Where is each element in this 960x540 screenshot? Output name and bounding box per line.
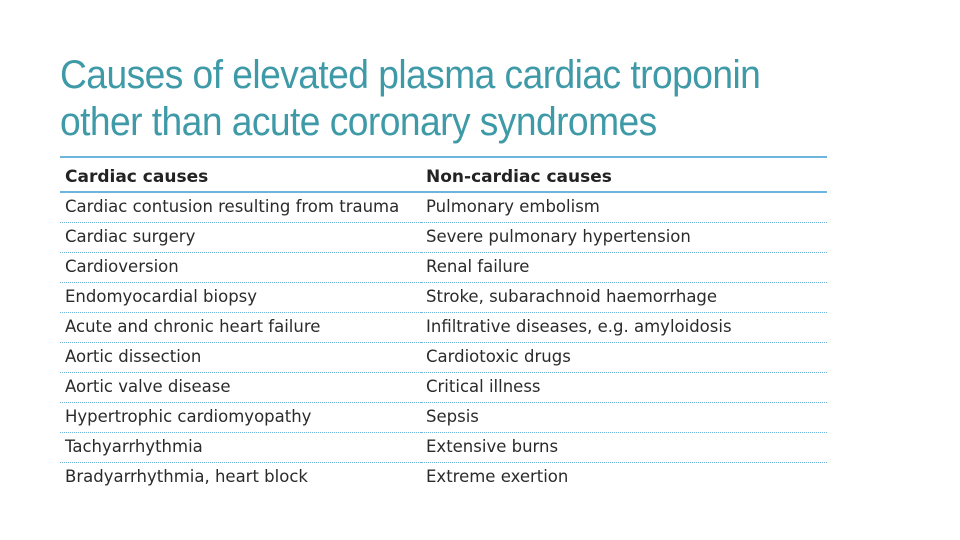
- cardiac-cause-cell: Acute and chronic heart failure: [60, 313, 421, 343]
- non-cardiac-cause-cell: Renal failure: [421, 253, 827, 283]
- table-row: [60, 283, 827, 313]
- cardiac-cause-cell: Tachyarrhythmia: [60, 433, 421, 463]
- slide-title-line-1: Causes of elevated plasma cardiac troponin: [60, 53, 761, 97]
- non-cardiac-cause-cell: Pulmonary embolism: [421, 192, 827, 223]
- cardiac-cause-cell: Cardiac surgery: [60, 223, 421, 253]
- table-row: [60, 223, 827, 253]
- cardiac-cause-cell: Aortic valve disease: [60, 373, 421, 403]
- table-row: [60, 192, 827, 223]
- non-cardiac-cause-cell: Infiltrative diseases, e.g. amyloidosis: [421, 313, 827, 343]
- table-row: [60, 463, 827, 493]
- slide-title: [60, 52, 860, 146]
- non-cardiac-cause-cell: Cardiotoxic drugs: [421, 343, 827, 373]
- non-cardiac-cause-cell: Extreme exertion: [426, 467, 569, 486]
- cardiac-cause-cell: Aortic dissection: [60, 343, 421, 373]
- table-header-row: [60, 157, 827, 192]
- column-header-non-cardiac: Non-cardiac causes: [426, 167, 612, 187]
- non-cardiac-cause-cell: Sepsis: [421, 403, 827, 433]
- column-header-cardiac: Cardiac causes: [65, 167, 209, 187]
- cardiac-cause-cell: Cardioversion: [60, 253, 421, 283]
- table-row: [60, 253, 827, 283]
- slide-title-line-2: other than acute coronary syndromes: [60, 100, 657, 144]
- cardiac-cause-cell: Hypertrophic cardiomyopathy: [60, 403, 421, 433]
- causes-table-container: [60, 156, 827, 492]
- cardiac-cause-cell: Endomyocardial biopsy: [60, 283, 421, 313]
- causes-table: [60, 156, 827, 492]
- table-row: [60, 433, 827, 463]
- non-cardiac-cause-cell: Extensive burns: [421, 433, 827, 463]
- cardiac-cause-cell: Bradyarrhythmia, heart block: [65, 467, 308, 486]
- cardiac-cause-cell: Cardiac contusion resulting from trauma: [60, 192, 421, 223]
- non-cardiac-cause-cell: Critical illness: [421, 373, 827, 403]
- table-row: [60, 313, 827, 343]
- table-row: [60, 343, 827, 373]
- table-row: [60, 403, 827, 433]
- non-cardiac-cause-cell: Severe pulmonary hypertension: [421, 223, 827, 253]
- non-cardiac-cause-cell: Stroke, subarachnoid haemorrhage: [421, 283, 827, 313]
- table-row: [60, 373, 827, 403]
